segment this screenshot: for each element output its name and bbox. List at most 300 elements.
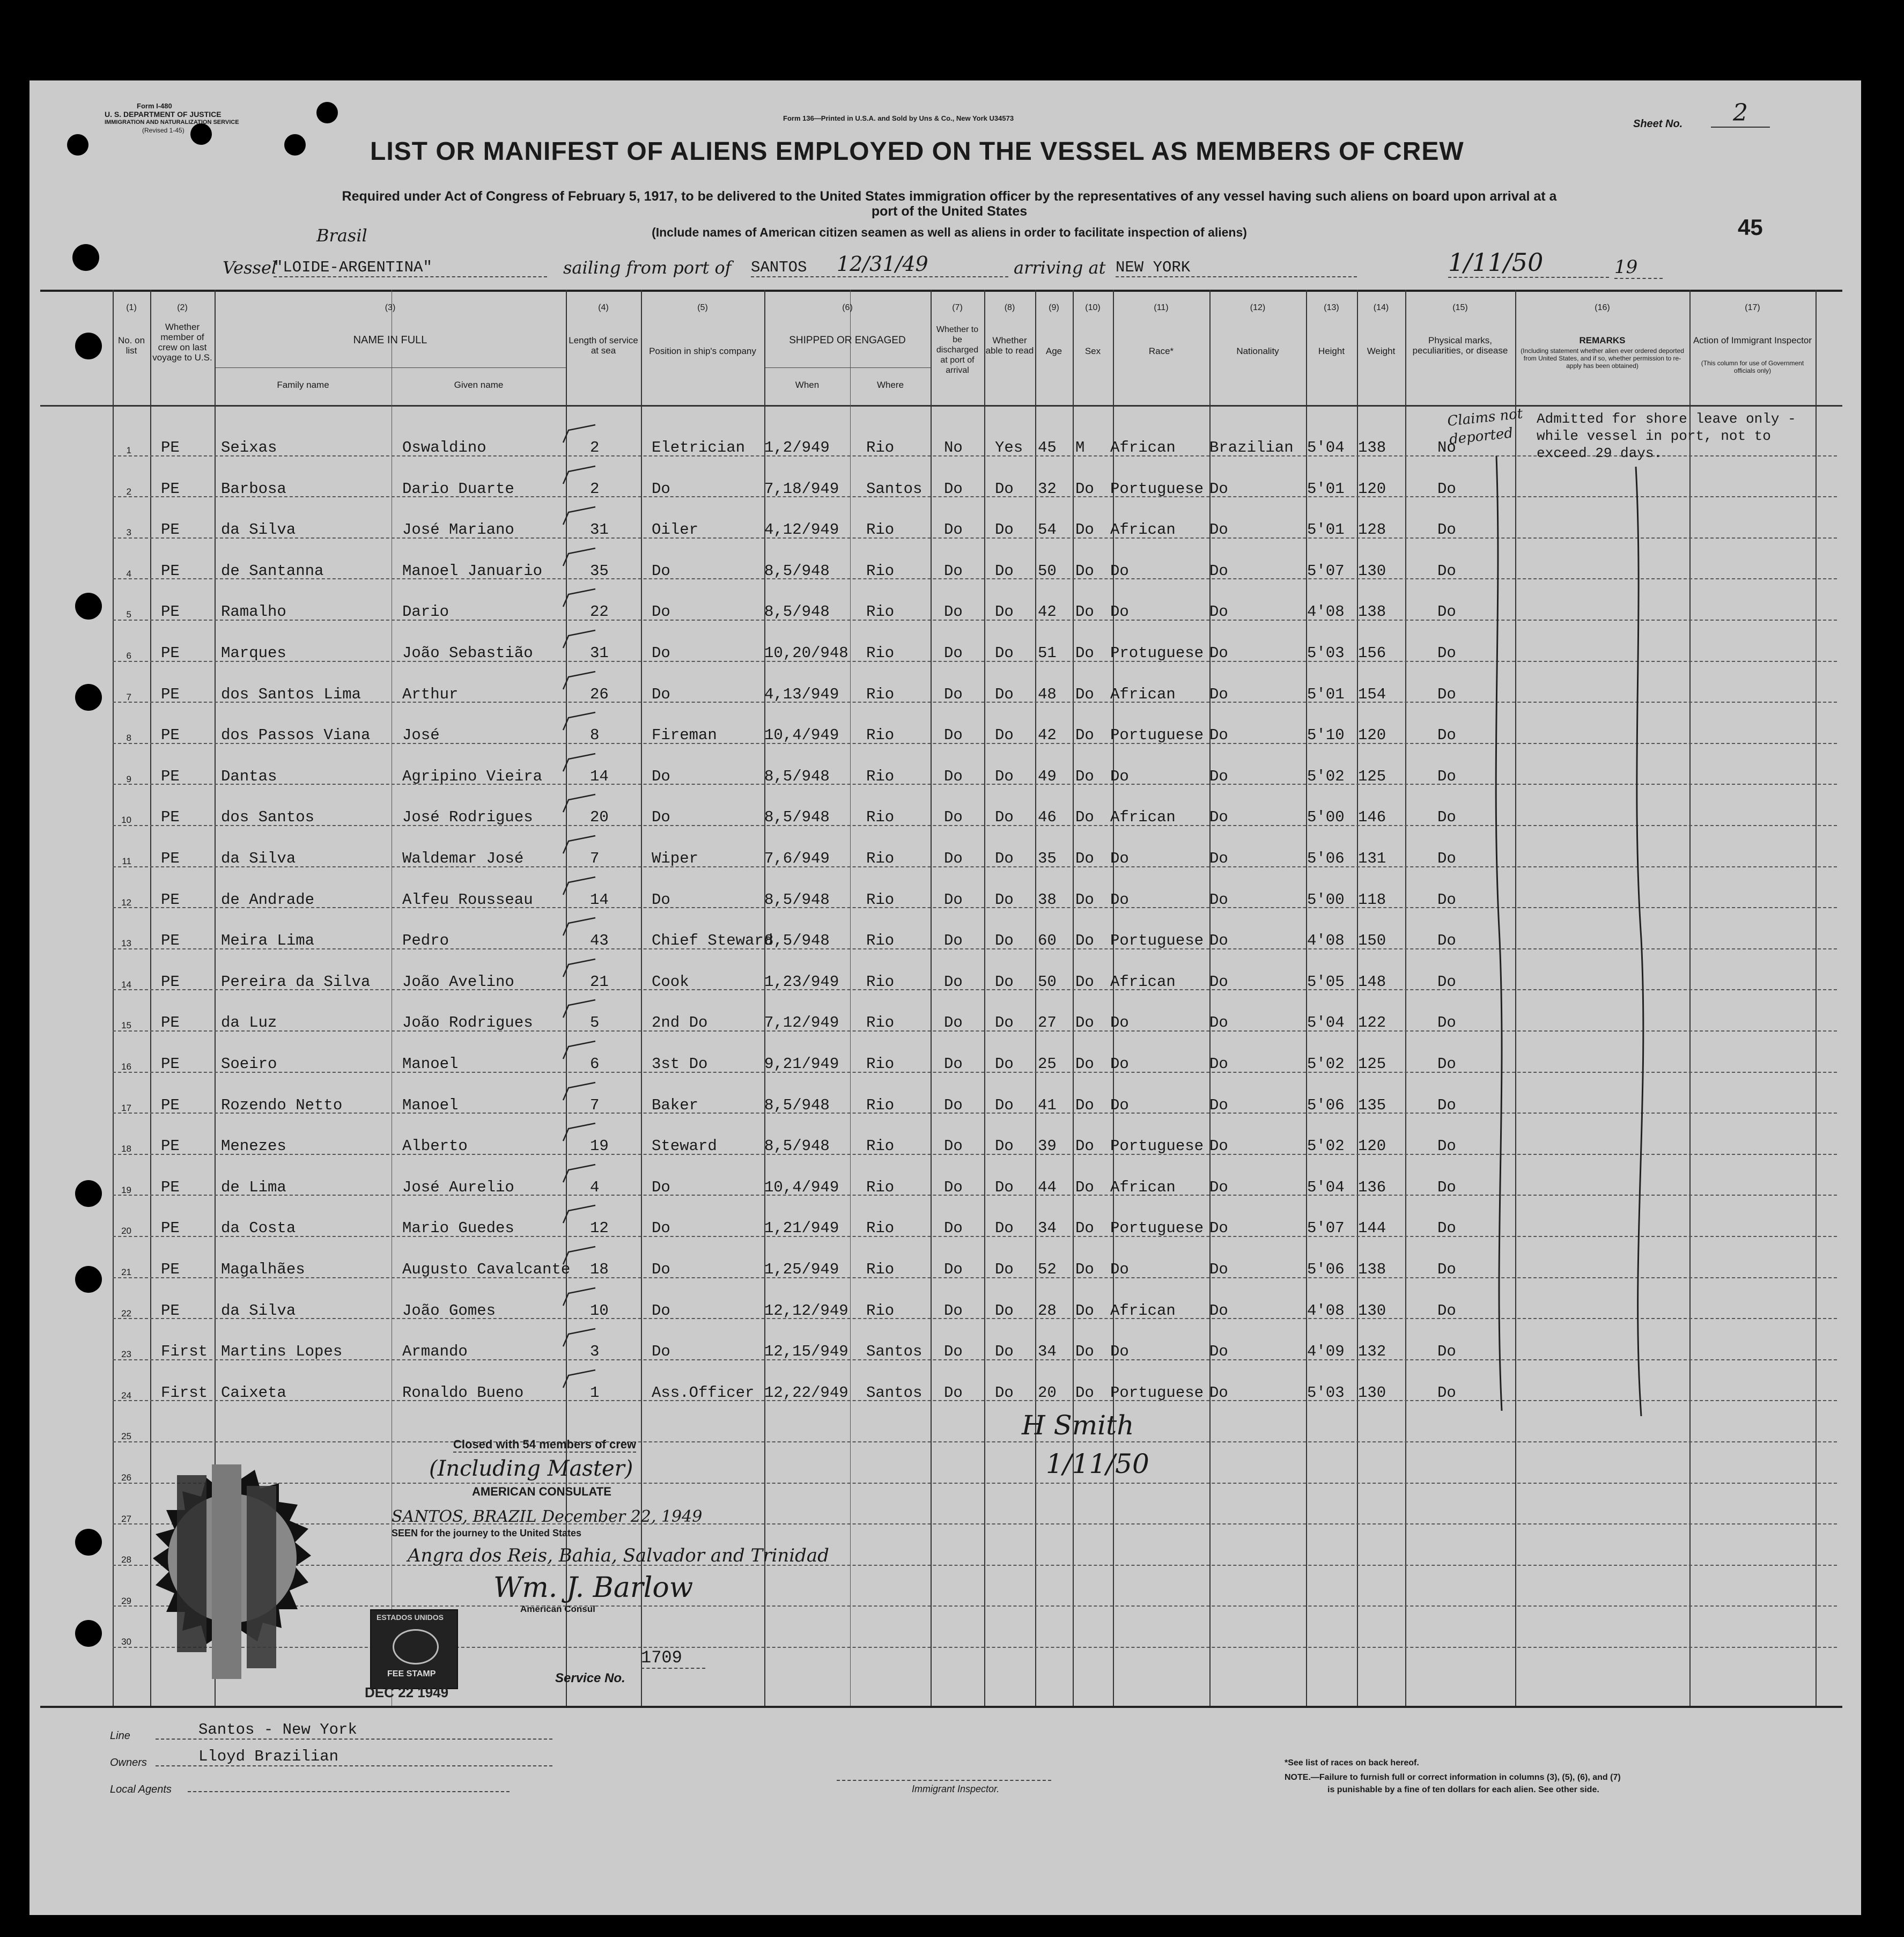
sheet-number: 2 <box>1711 99 1770 128</box>
form-revision: (Revised 1-45) <box>142 127 185 134</box>
crew-physical-marks: Do <box>1437 726 1456 745</box>
crew-shipped-where: Rio <box>866 808 895 827</box>
crew-able-to-read: Do <box>995 767 1014 785</box>
row-number: 29 <box>121 1595 131 1606</box>
crew-sex: Do <box>1075 685 1094 703</box>
crew-age: 34 <box>1038 1219 1057 1238</box>
crew-sex: Do <box>1075 480 1094 498</box>
punch-hole <box>75 1529 102 1556</box>
crew-prev-voyage: PE <box>161 808 180 827</box>
crew-service-years: 14 <box>590 767 609 785</box>
crew-able-to-read: Do <box>995 521 1014 539</box>
line-label: Line <box>110 1730 130 1742</box>
crew-physical-marks: Do <box>1437 521 1456 539</box>
row-number: 16 <box>121 1062 131 1072</box>
crew-weight: 156 <box>1358 644 1386 662</box>
crew-weight: 130 <box>1358 562 1386 580</box>
row-number: 9 <box>126 774 131 784</box>
col-header-marks: Physical marks, peculiarities, or disease <box>1412 335 1508 356</box>
crew-height: 5'04 <box>1307 1178 1345 1196</box>
crew-nationality: Do <box>1209 1014 1228 1032</box>
crew-age: 35 <box>1038 850 1057 867</box>
check-tick-mark <box>560 1369 598 1390</box>
marks-handwritten-note: Claims not deported <box>1447 406 1524 448</box>
crew-weight: 132 <box>1358 1343 1386 1361</box>
crew-height: 5'05 <box>1307 973 1345 991</box>
row-number: 7 <box>126 691 131 702</box>
column-divider <box>1306 290 1307 1706</box>
crew-prev-voyage: PE <box>161 932 180 950</box>
inspector-label: Immigrant Inspector. <box>912 1784 1000 1794</box>
crew-given-name: Dario Duarte <box>402 480 514 498</box>
crew-nationality: Do <box>1209 1261 1228 1278</box>
punch-hole <box>75 684 102 711</box>
table-top-border <box>40 290 1842 292</box>
crew-age: 20 <box>1038 1383 1057 1402</box>
col-header-shipped: SHIPPED OR ENGAGED <box>789 335 906 346</box>
crew-discharged: Do <box>944 1343 963 1361</box>
crew-discharged: Do <box>944 1178 963 1196</box>
sailing-port: SANTOS <box>751 259 1008 277</box>
crew-shipped-when: 7,6/949 <box>764 850 830 867</box>
fee-stamp-date: DEC 22 1949 <box>365 1684 449 1700</box>
row-number: 27 <box>121 1513 131 1524</box>
crew-height: 5'01 <box>1307 685 1345 703</box>
seen-text: SEEN for the journey to the United States <box>392 1528 582 1538</box>
crew-discharged: Do <box>944 521 963 539</box>
consul-signature: Wm. J. Barlow <box>493 1572 693 1604</box>
crew-age: 46 <box>1038 808 1057 827</box>
crew-service-years: 43 <box>590 932 609 950</box>
crew-shipped-where: Rio <box>866 1178 895 1196</box>
crew-sex: Do <box>1075 890 1094 909</box>
crew-age: 42 <box>1038 726 1057 745</box>
check-tick-mark <box>560 1204 598 1226</box>
col-number: (11) <box>1154 303 1169 312</box>
crew-prev-voyage: PE <box>161 1055 180 1073</box>
crew-given-name: Pedro <box>402 932 449 950</box>
crew-shipped-where: Rio <box>866 1096 895 1114</box>
crew-sex: Do <box>1075 850 1094 867</box>
crew-physical-marks: Do <box>1437 850 1456 867</box>
crew-physical-marks: Do <box>1437 808 1456 827</box>
crew-weight: 148 <box>1358 973 1386 991</box>
crew-race: Do <box>1110 1055 1129 1073</box>
col-number: (15) <box>1452 303 1468 312</box>
row-number: 13 <box>121 938 131 949</box>
crew-age: 39 <box>1038 1137 1057 1155</box>
crew-physical-marks: Do <box>1437 1137 1456 1155</box>
crew-family-name: da Silva <box>221 850 296 867</box>
crew-shipped-when: 1,25/949 <box>764 1261 839 1278</box>
crew-service-years: 8 <box>590 726 600 745</box>
punch-hole <box>190 123 212 145</box>
crew-sex: Do <box>1075 562 1094 580</box>
crew-shipped-when: 8,5/948 <box>764 603 830 621</box>
crew-position: Steward <box>652 1137 717 1155</box>
crew-height: 5'02 <box>1307 1137 1345 1155</box>
crew-given-name: José Mariano <box>402 521 514 539</box>
check-tick-mark <box>560 629 598 651</box>
crew-able-to-read: Do <box>995 1055 1014 1073</box>
crew-shipped-where: Rio <box>866 439 895 456</box>
crew-prev-voyage: PE <box>161 726 180 745</box>
punch-hole <box>75 1180 102 1207</box>
col-header-service: Length of service at sea <box>569 335 638 356</box>
crew-position: Eletrician <box>652 439 746 456</box>
col-header-family: Family name <box>277 380 329 390</box>
crew-able-to-read: Do <box>995 808 1014 827</box>
arriving-port: NEW YORK <box>1116 259 1357 277</box>
crew-physical-marks: Do <box>1437 767 1456 785</box>
check-tick-mark <box>560 1122 598 1144</box>
crew-physical-marks: No <box>1437 439 1456 456</box>
crew-family-name: da Silva <box>221 521 296 539</box>
crew-shipped-where: Rio <box>866 1137 895 1155</box>
row-number: 25 <box>121 1431 131 1442</box>
ditto-line <box>1625 456 1732 1475</box>
crew-shipped-where: Rio <box>866 521 895 539</box>
col-header-action-note: (This column for use of Government officials only) <box>1701 359 1804 374</box>
fee-stamp-label: FEE STAMP <box>387 1669 436 1678</box>
crew-service-years: 19 <box>590 1137 609 1155</box>
crew-weight: 154 <box>1358 685 1386 703</box>
flag-note: Brasil <box>316 225 367 246</box>
service-number: 1709 <box>641 1648 705 1669</box>
crew-physical-marks: Do <box>1437 480 1456 498</box>
crew-family-name: Barbosa <box>221 480 286 498</box>
crew-able-to-read: Do <box>995 644 1014 662</box>
consulate-heading: AMERICAN CONSULATE <box>472 1485 611 1498</box>
punch-hole <box>75 333 102 359</box>
crew-family-name: dos Passos Viana <box>221 726 371 745</box>
column-divider <box>1113 290 1114 1706</box>
crew-given-name: Arthur <box>402 685 459 703</box>
crew-race: Portuguese <box>1110 1137 1204 1155</box>
crew-service-years: 20 <box>590 808 609 827</box>
crew-age: 52 <box>1038 1261 1057 1278</box>
crew-nationality: Do <box>1209 685 1228 703</box>
crew-sex: Do <box>1075 808 1094 827</box>
crew-prev-voyage: PE <box>161 973 180 991</box>
col-header-when: When <box>795 380 820 390</box>
crew-able-to-read: Do <box>995 1219 1014 1238</box>
crew-shipped-where: Rio <box>866 1055 895 1073</box>
crew-physical-marks: Do <box>1437 644 1456 662</box>
crew-race: African <box>1110 1301 1176 1320</box>
crew-nationality: Do <box>1209 808 1228 827</box>
check-tick-mark <box>560 958 598 979</box>
crew-physical-marks: Do <box>1437 932 1456 950</box>
crew-shipped-where: Santos <box>866 1383 923 1402</box>
crew-shipped-when: 8,5/948 <box>764 1137 830 1155</box>
crew-physical-marks: Do <box>1437 1383 1456 1402</box>
crew-race: Portuguese <box>1110 1219 1204 1238</box>
col-number: (7) <box>952 303 963 312</box>
crew-prev-voyage: PE <box>161 1261 180 1278</box>
check-tick-mark <box>560 671 598 692</box>
crew-discharged: Do <box>944 932 963 950</box>
col-header-prev-crew: Whether member of crew on last voyage to U.S. <box>152 322 212 363</box>
crew-family-name: dos Santos <box>221 808 315 827</box>
crew-race: African <box>1110 685 1176 703</box>
col-header-position: Position in ship's company <box>649 346 756 356</box>
crew-discharged: No <box>944 439 963 456</box>
row-number: 28 <box>121 1555 131 1565</box>
crew-shipped-when: 8,5/948 <box>764 1096 830 1114</box>
consulate-place-date: SANTOS, BRAZIL December 22, 1949 <box>392 1507 703 1526</box>
crew-nationality: Do <box>1209 644 1228 662</box>
crew-shipped-when: 1,21/949 <box>764 1219 839 1238</box>
crew-sex: Do <box>1075 1301 1094 1320</box>
crew-service-years: 22 <box>590 603 609 621</box>
crew-height: 4'08 <box>1307 603 1345 621</box>
crew-weight: 122 <box>1358 1014 1386 1032</box>
crew-discharged: Do <box>944 480 963 498</box>
column-divider <box>1816 290 1817 1706</box>
crew-shipped-where: Rio <box>866 932 895 950</box>
crew-shipped-when: 8,5/948 <box>764 890 830 909</box>
crew-age: 38 <box>1038 890 1057 909</box>
row-number: 14 <box>121 979 131 990</box>
crew-able-to-read: Do <box>995 890 1014 909</box>
col-number: (17) <box>1745 303 1760 312</box>
crew-service-years: 2 <box>590 480 600 498</box>
row-separator <box>113 1605 1837 1607</box>
col-number: (1) <box>126 303 137 312</box>
closed-with-text: Closed with 54 members of crew <box>453 1438 636 1453</box>
col-number: (10) <box>1085 303 1101 312</box>
crew-given-name: Ronaldo Bueno <box>402 1383 524 1402</box>
crew-age: 50 <box>1038 562 1057 580</box>
crew-able-to-read: Do <box>995 726 1014 745</box>
crew-weight: 128 <box>1358 521 1386 539</box>
crew-prev-voyage: PE <box>161 562 180 580</box>
arrival-date: 1/11/50 <box>1448 248 1609 278</box>
crew-service-years: 12 <box>590 1219 609 1238</box>
crew-position: Do <box>652 767 670 785</box>
check-tick-mark <box>560 424 598 445</box>
crew-position: Wiper <box>652 850 699 867</box>
crew-service-years: 26 <box>590 685 609 703</box>
crew-height: 5'10 <box>1307 726 1345 745</box>
crew-discharged: Do <box>944 850 963 867</box>
header-bottom-border <box>40 405 1842 407</box>
crew-height: 5'06 <box>1307 1261 1345 1278</box>
crew-weight: 138 <box>1358 603 1386 621</box>
crew-family-name: Dantas <box>221 767 277 785</box>
crew-position: Do <box>652 562 670 580</box>
crew-weight: 130 <box>1358 1301 1386 1320</box>
crew-family-name: de Lima <box>221 1178 286 1196</box>
crew-nationality: Do <box>1209 480 1228 498</box>
crew-age: 42 <box>1038 603 1057 621</box>
row-number: 12 <box>121 897 131 908</box>
crew-given-name: Agripino Vieira <box>402 767 543 785</box>
crew-discharged: Do <box>944 767 963 785</box>
row-number: 23 <box>121 1349 131 1360</box>
crew-nationality: Do <box>1209 1301 1228 1320</box>
crew-able-to-read: Do <box>995 1383 1014 1402</box>
inspector-signature-line <box>837 1780 1051 1781</box>
crew-discharged: Do <box>944 726 963 745</box>
crew-sex: Do <box>1075 932 1094 950</box>
col-header-remarks-note: (Including statement whether alien ever ordered deported from United States, and if so, whether permission to re-apply has been obtained) <box>1521 347 1684 370</box>
crew-nationality: Do <box>1209 562 1228 580</box>
col-number: (13) <box>1324 303 1339 312</box>
crew-discharged: Do <box>944 1096 963 1114</box>
crew-height: 5'02 <box>1307 1055 1345 1073</box>
column-divider <box>931 290 932 1706</box>
crew-discharged: Do <box>944 973 963 991</box>
crew-service-years: 5 <box>590 1014 600 1032</box>
crew-shipped-where: Santos <box>866 1343 923 1361</box>
crew-prev-voyage: First <box>161 1383 208 1402</box>
crew-able-to-read: Do <box>995 1301 1014 1320</box>
crew-given-name: José Rodrigues <box>402 808 533 827</box>
crew-given-name: João Avelino <box>402 973 514 991</box>
remarks-typed-note: Admitted for shore leave only - while vessel in port, not to exceed 29 days. <box>1537 411 1796 461</box>
punch-hole <box>75 1620 102 1647</box>
crew-shipped-where: Rio <box>866 685 895 703</box>
crew-able-to-read: Yes <box>995 439 1023 456</box>
crew-nationality: Do <box>1209 1383 1228 1402</box>
crew-service-years: 4 <box>590 1178 600 1196</box>
crew-given-name: Manoel <box>402 1055 459 1073</box>
crew-given-name: Dario <box>402 603 449 621</box>
crew-shipped-when: 1,23/949 <box>764 973 839 991</box>
crew-height: 5'04 <box>1307 1014 1345 1032</box>
col-number: (16) <box>1595 303 1610 312</box>
crew-race: Do <box>1110 850 1129 867</box>
column-divider <box>113 290 114 1706</box>
crew-position: Chief Steward <box>652 932 773 950</box>
crew-position: Do <box>652 685 670 703</box>
col-number: (2) <box>177 303 188 312</box>
crew-service-years: 6 <box>590 1055 600 1073</box>
col-number: (3) <box>385 303 396 312</box>
crew-given-name: Manoel Januario <box>402 562 543 580</box>
crew-able-to-read: Do <box>995 1096 1014 1114</box>
crew-physical-marks: Do <box>1437 1261 1456 1278</box>
crew-weight: 120 <box>1358 480 1386 498</box>
crew-sex: Do <box>1075 767 1094 785</box>
crew-service-years: 1 <box>590 1383 600 1402</box>
crew-age: 50 <box>1038 973 1057 991</box>
crew-height: 4'08 <box>1307 932 1345 950</box>
check-tick-mark <box>560 1081 598 1103</box>
crew-position: Do <box>652 644 670 662</box>
row-number: 11 <box>122 856 131 866</box>
service-label: Service No. <box>555 1671 625 1685</box>
crew-given-name: João Gomes <box>402 1301 496 1320</box>
crew-shipped-where: Rio <box>866 644 895 662</box>
crew-family-name: Magalhães <box>221 1261 305 1278</box>
crew-position: Do <box>652 808 670 827</box>
crew-race: Portuguese <box>1110 932 1204 950</box>
row-separator <box>113 1523 1837 1525</box>
ports-visited: Angra dos Reis, Bahia, Salvador and Trinidad <box>408 1545 829 1566</box>
crew-shipped-where: Rio <box>866 1014 895 1032</box>
crew-age: 48 <box>1038 685 1057 703</box>
crew-sex: Do <box>1075 521 1094 539</box>
shipped-subheader-line <box>764 367 931 368</box>
crew-family-name: Rozendo Netto <box>221 1096 343 1114</box>
crew-discharged: Do <box>944 644 963 662</box>
crew-able-to-read: Do <box>995 932 1014 950</box>
column-divider <box>850 290 851 1706</box>
inspector-date: 1/11/50 <box>1046 1448 1149 1479</box>
owners-label: Owners <box>110 1757 147 1769</box>
col-header-age: Age <box>1045 346 1062 356</box>
col-number: (6) <box>842 303 853 312</box>
table-bottom-border <box>40 1706 1842 1708</box>
crew-service-years: 7 <box>590 1096 600 1114</box>
crew-age: 41 <box>1038 1096 1057 1114</box>
crew-sex: Do <box>1075 603 1094 621</box>
column-divider <box>1405 290 1406 1706</box>
crew-nationality: Do <box>1209 973 1228 991</box>
crew-position: Do <box>652 1301 670 1320</box>
crew-discharged: Do <box>944 562 963 580</box>
crew-discharged: Do <box>944 1055 963 1073</box>
crew-race: Portuguese <box>1110 1383 1204 1402</box>
row-number: 15 <box>121 1020 131 1031</box>
crew-family-name: Soeiro <box>221 1055 277 1073</box>
crew-able-to-read: Do <box>995 1014 1014 1032</box>
crew-given-name: Manoel <box>402 1096 459 1114</box>
page-title: LIST OR MANIFEST OF ALIENS EMPLOYED ON THE VESSEL AS MEMBERS OF CREW <box>370 137 1464 166</box>
check-tick-mark <box>560 506 598 527</box>
crew-prev-voyage: PE <box>161 685 180 703</box>
col-header-action: Action of Immigrant Inspector <box>1693 335 1812 345</box>
penalty-note-2: is punishable by a fine of ten dollars for each alien. See other side. <box>1327 1785 1599 1794</box>
crew-prev-voyage: PE <box>161 1096 180 1114</box>
crew-age: 49 <box>1038 767 1057 785</box>
crew-given-name: Armando <box>402 1343 468 1361</box>
crew-able-to-read: Do <box>995 1261 1014 1278</box>
crew-discharged: Do <box>944 890 963 909</box>
crew-sex: Do <box>1075 1137 1094 1155</box>
crew-height: 5'02 <box>1307 767 1345 785</box>
crew-race: Do <box>1110 890 1129 909</box>
punch-hole <box>316 102 338 123</box>
crew-nationality: Do <box>1209 1219 1228 1238</box>
crew-family-name: Martins Lopes <box>221 1343 343 1361</box>
check-tick-mark <box>560 753 598 774</box>
crew-sex: Do <box>1075 1178 1094 1196</box>
crew-discharged: Do <box>944 1137 963 1155</box>
crew-height: 5'03 <box>1307 1383 1345 1402</box>
col-header-sex: Sex <box>1084 346 1101 356</box>
row-separator <box>113 1483 1837 1484</box>
crew-nationality: Do <box>1209 850 1228 867</box>
vessel-name: "LOIDE-ARGENTINA" <box>274 259 547 277</box>
arriving-label: arriving at <box>1014 257 1106 278</box>
crew-given-name: Mario Guedes <box>402 1219 514 1238</box>
crew-weight: 120 <box>1358 1137 1386 1155</box>
agency-name: U. S. DEPARTMENT OF JUSTICE <box>105 110 222 119</box>
crew-family-name: dos Santos Lima <box>221 685 361 703</box>
crew-shipped-when: 8,5/948 <box>764 808 830 827</box>
year-label: 19 <box>1614 256 1663 279</box>
races-note: *See list of races on back hereof. <box>1285 1758 1419 1767</box>
col-header-where: Where <box>876 380 904 390</box>
punch-hole <box>75 593 102 620</box>
crew-position: Do <box>652 890 670 909</box>
crew-position: Ass.Officer <box>652 1383 755 1402</box>
crew-height: 5'01 <box>1307 480 1345 498</box>
